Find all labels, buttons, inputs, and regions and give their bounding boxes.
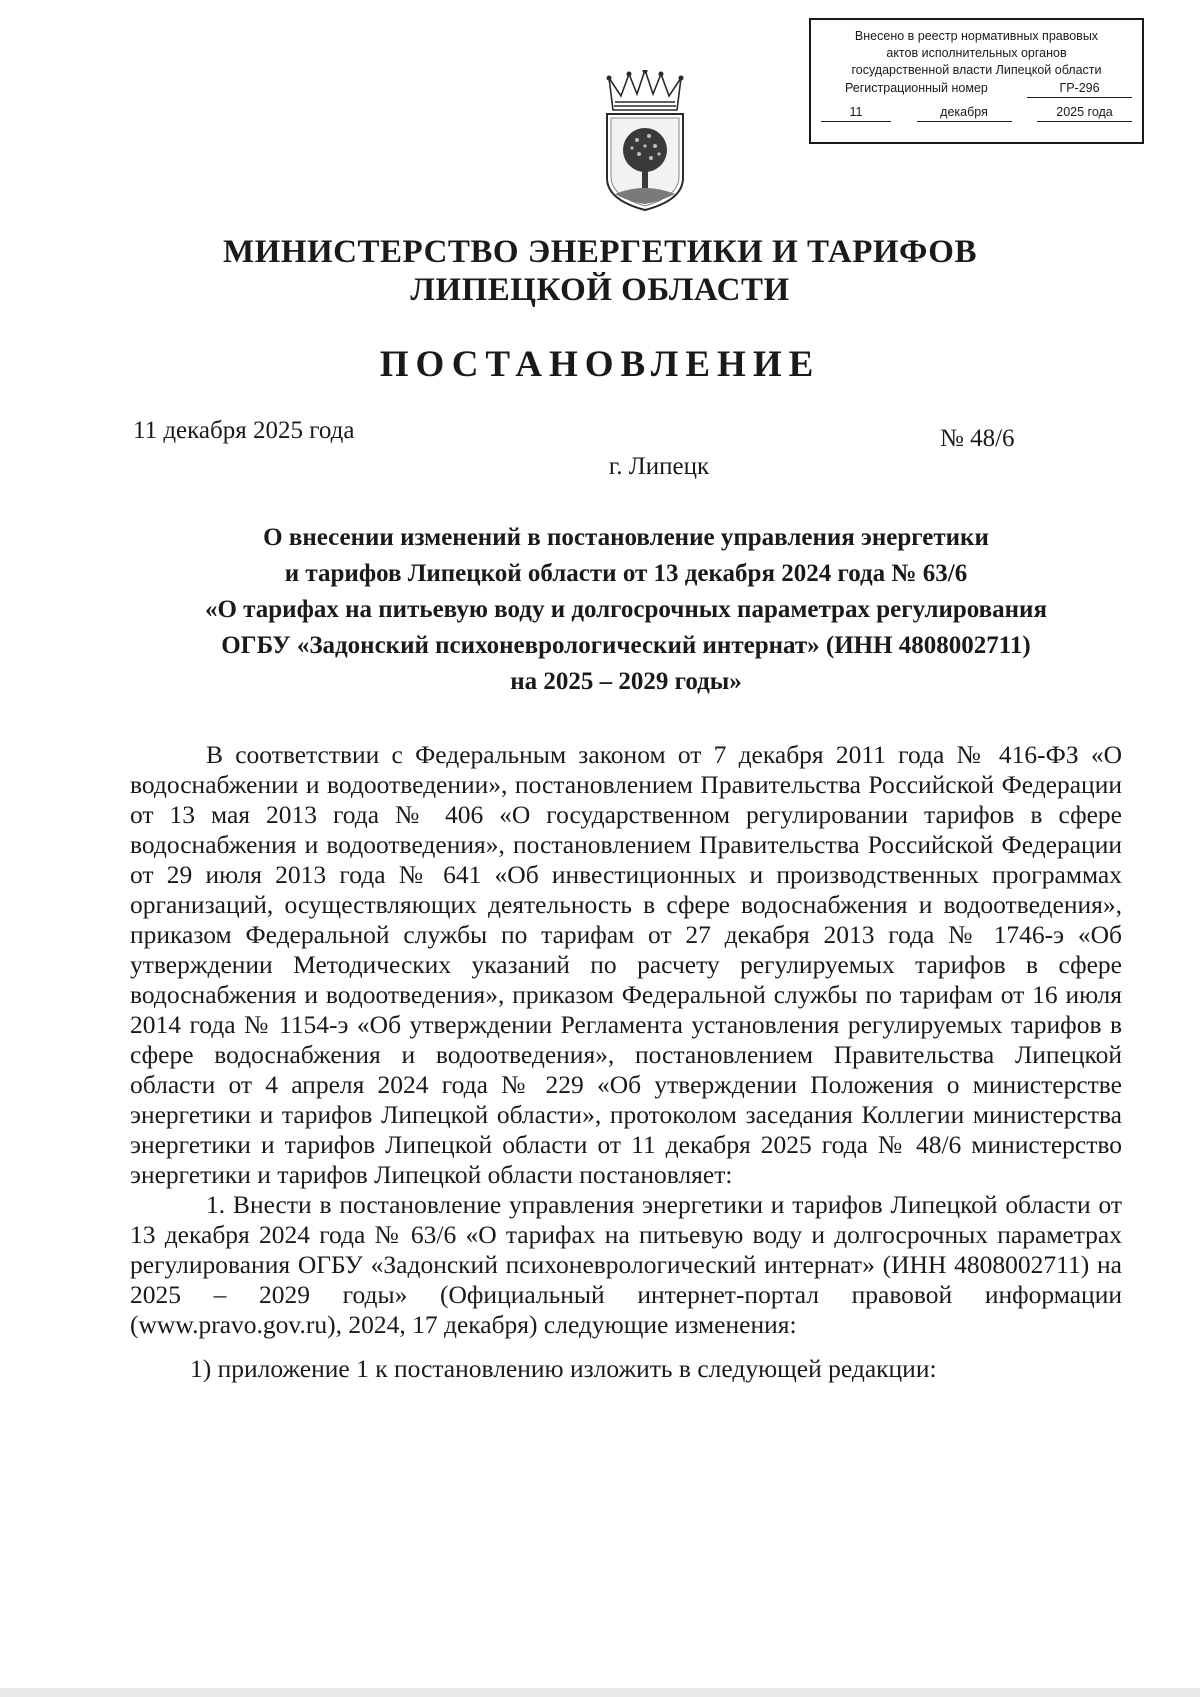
scan-edge xyxy=(0,1688,1200,1697)
title-line-3: «О тарифах на питьевую воду и долгосрочных параметрах регулирования xyxy=(204,596,1047,623)
title-line-5: на 2025 – 2029 годы» xyxy=(510,668,742,695)
document-type: ПОСТАНОВЛЕНИЕ xyxy=(379,344,821,385)
stamp-date-row xyxy=(821,104,1132,122)
title-line-4: ОГБУ «Задонский психоневрологический интернат» (ИНН 4808002711) xyxy=(221,632,1031,659)
title-line-2: и тарифов Липецкой области от 13 декабря 2024 года № 63/6 xyxy=(284,560,968,587)
preamble-paragraph: В соответствии с Федеральным законом от 7 декабря 2011 года № 416-ФЗ «О водоснабжении и водоотведении», постановлением Правительства Российской Федерации от 13 мая 2013 года № 406 «О государственном регулировании тарифов в сфере водоснабжения и водоотведения», постановлением Правительства Российской Федерации от 29 июля 2013 года № 641 «Об инвестиционных и производственных программах организаций, осуществляющих деятельность в сфере водоснабжения и водоотведения», приказом Федеральной службы по тарифам от 27 декабря 2013 года № 1746-э «Об утверждении Методических указаний по расчету регулируемых тарифов в сфере водоснабжения и водоотведения», приказом Федеральной службы по тарифам от 16 июля 2014 года № 1154-э «Об утверждении Регламента установления регулируемых тарифов в сфере водоснабжения и водоотведения», постановлением Правительства Липецкой области от 4 апреля 2024 года № 229 «Об утверждении Положения о министерстве энергетики и тарифов Липецкой области», протоколом заседания Коллегии министерства энергетики и тарифов Липецкой области от 11 декабря 2025 года № 48/6 министерство энергетики и тарифов Липецкой области постановляет: xyxy=(130,740,1122,1189)
ministry-name-line-1: МИНИСТЕРСТВО ЭНЕРГЕТИКИ И ТАРИФОВ xyxy=(223,234,977,270)
stamp-reg-label: Регистрационный номер xyxy=(845,81,988,95)
document-date: 11 декабря 2025 года xyxy=(133,417,355,444)
document-body xyxy=(130,740,1122,1384)
stamp-month: декабря xyxy=(917,104,1012,122)
stamp-line-1: Внесено в реестр нормативных правовых xyxy=(854,29,1099,43)
ministry-name xyxy=(0,233,1200,309)
document-title xyxy=(130,520,1122,700)
stamp-line-2: актов исполнительных органов xyxy=(886,46,1067,60)
stamp-registration-row xyxy=(821,80,1132,98)
clause-1-paragraph: 1. Внести в постановление управления энергетики и тарифов Липецкой области от 13 декабря 2024 года № 63/6 «О тарифах на питьевую воду и долгосрочных параметрах регулирования ОГБУ «Задонский психоневрологический интернат» (ИНН 4808002711) на 2025 – 2029 годы» (Официальный интернет-портал правовой информации (www.pravo.gov.ru), 2024, 17 декабря) следующие изменения: xyxy=(130,1190,1122,1339)
subclause-1-paragraph: 1) приложение 1 к постановлению изложить в следующей редакции: xyxy=(190,1354,937,1383)
stamp-year: 2025 года xyxy=(1037,104,1132,122)
title-line-1: О внесении изменений в постановление управления энергетики xyxy=(263,524,989,551)
stamp-line-3: государственной власти Липецкой области xyxy=(851,63,1102,77)
document-number: № 48/6 xyxy=(940,425,1015,452)
stamp-reg-number: ГР-296 xyxy=(1027,80,1132,98)
coat-of-arms-icon xyxy=(599,70,691,212)
ministry-name-line-2: ЛИПЕЦКОЙ ОБЛАСТИ xyxy=(410,272,790,308)
registry-stamp xyxy=(809,18,1144,144)
stamp-day: 11 xyxy=(821,104,891,122)
document-city: г. Липецк xyxy=(608,453,710,480)
